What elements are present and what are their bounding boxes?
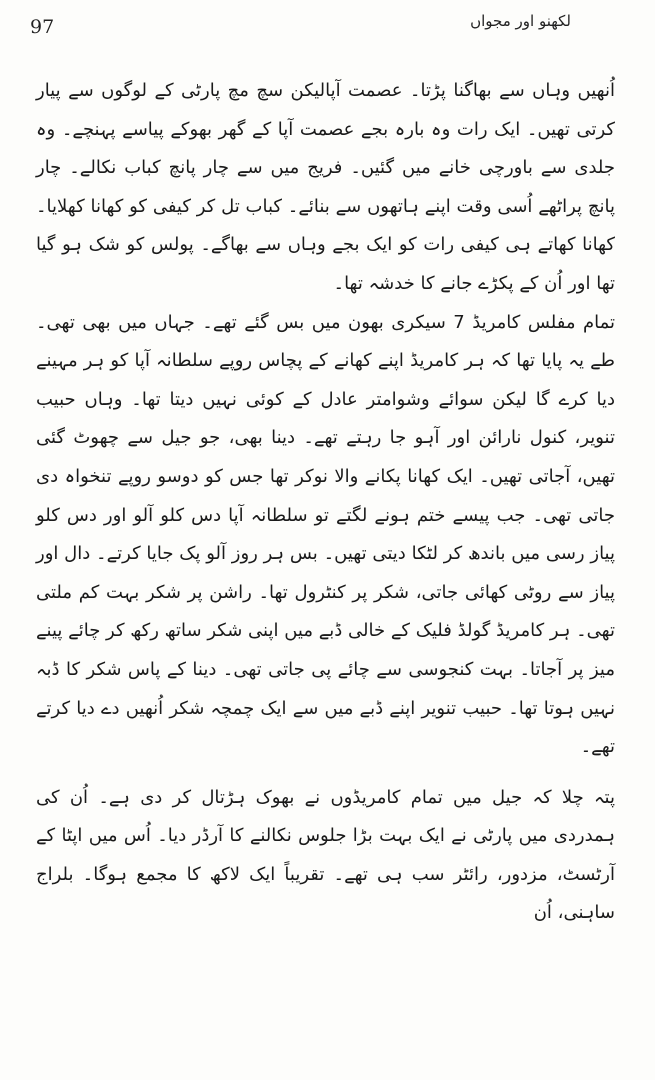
paragraph-2: تمام مفلس کامریڈ 7 سیکری بھون میں بس گئے تھے۔ جہاں میں بھی تھی۔ طے یہ پایا تھا کہ ہر کامریڈ اپنے کھانے کے پچاس روپے سلطانہ آپا کو ہر مہینے دیا کرے گا لیکن سوائے وشوامتر عادل کے کوئی نہیں دیتا تھا۔ وہاں حبیب تنویر، کنول نارائن اور آہو جا رہتے تھے۔ دینا بھی، جو جیل سے چھوٹ گئی تھیں، آجاتی تھیں۔ ایک کھانا پکانے والا نوکر تھا جس کو دوسو روپے تنخواہ دی جاتی تھی۔ جب پیسے ختم ہونے لگتے تو سلطانہ آپا دس کلو آلو اور دس کلو پیاز رسی میں باندھ کر لٹکا دیتی تھیں۔ بس ہر روز آلو پک جایا کرتے۔ دال اور پیاز سے روٹی کھائی جاتی، شکر پر کنٹرول تھا۔ راشن پر شکر بہت کم ملتی تھی۔ ہر کامریڈ گولڈ فلیک کے خالی ڈبے میں اپنی شکر ساتھ رکھ کر چائے پینے میز پر آجاتا۔ بہت کنجوسی سے چائے پی جاتی تھی۔ دینا کے پاس شکر کا ڈبہ نہیں ہوتا تھا۔ حبیب تنویر اپنے ڈبے میں سے ایک چمچہ شکر اُنھیں دے دیا کرتے تھے۔: [36, 311, 616, 758]
paragraph-1: اُنھیں وہاں سے بھاگنا پڑتا۔ عصمت آپالیکن سچ مچ پارٹی کے لوگوں سے پیار کرتی تھیں۔ ایک رات وہ بارہ بجے عصمت آپا کے گھر بھوکے پیاسے پہنچے۔ وہ جلدی سے باورچی خانے میں گئیں۔ فریج میں سے چار پانچ کباب نکالے۔ چار پانچ پراٹھے اُسی وقت اپنے ہاتھوں سے بنائے۔ کباب تل کر کیفی کو کھانا کھلایا۔ کھانا کھاتے ہی کیفی رات کو ایک بجے وہاں سے بھاگے۔ پولس کو شک ہو گیا تھا اور اُن کے پکڑے جانے کا خدشہ تھا۔: [36, 80, 615, 294]
paragraph-3: پتہ چلا کہ جیل میں تمام کامریڈوں نے بھوک ہڑتال کر دی ہے۔ اُن کی ہمدردی میں پارٹی نے ایک بہت بڑا جلوس نکالنے کا آرڈر دیا۔ اُس میں اپٹا کے آرٹسٹ، مزدور، رائٹر سب ہی تھے۔ تقریباً ایک لاکھ کا مجمع ہوگا۔ بلراج ساہنی، اُن: [36, 786, 615, 924]
page-number: 97: [30, 16, 55, 38]
body-text: [36, 72, 615, 933]
running-title: لکھنو اور مجواں: [470, 12, 571, 30]
